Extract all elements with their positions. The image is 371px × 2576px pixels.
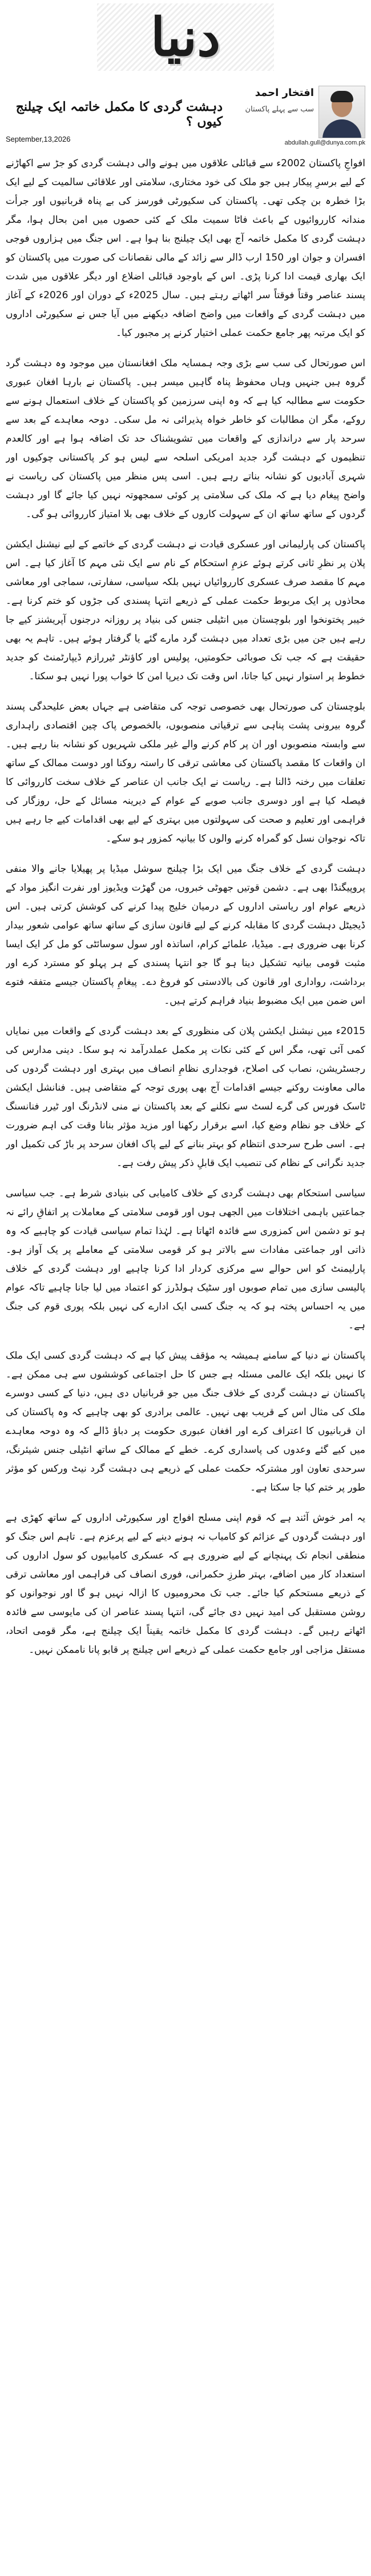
article-paragraph: پاکستان کی پارلیمانی اور عسکری قیادت نے دہشت گردی کے خاتمے کے لیے نیشنل ایکشن پلان پر نظرِ ثانی کرتے ہوئے عزمِ استحکام کے نام سے ایک نئی مہم کا آغاز کیا ہے۔ اس مہم کا مقصد صرف عسکری کارروائیاں نہیں بلکہ سیاسی، سفارتی، سماجی اور معاشی محاذوں پر ایک مربوط حکمت عملی کے ذریعے انتہا پسندی کی جڑوں کو ختم کرنا ہے۔ خیبر پختونخوا اور بلوچستان میں انٹیلی جنس کی بنیاد پر روزانہ درجنوں آپریشنز کیے جا رہے ہیں جن میں بڑی تعداد میں دہشت گرد مارے گئے یا گرفتار ہوئے ہیں۔ تاہم یہ بھی حقیقت ہے کہ جب تک صوبائی حکومتیں، پولیس اور کاؤنٹر ٹیررازم ڈیپارٹمنٹ کو جدید خطوط پر استوار نہیں کیا جاتا، اس وقت تک دیرپا امن کا خواب پورا نہیں ہو سکتا۔ [6, 539, 365, 682]
column-title: دہشت گردی کا مکمل خاتمہ ایک چیلنج کیوں ؟ [15, 99, 223, 129]
article-paragraph: اس صورتحال کی سب سے بڑی وجہ ہمسایہ ملک افغانستان میں موجود وہ دہشت گرد گروہ ہیں جنہیں وہاں محفوظ پناہ گاہیں میسر ہیں۔ پاکستان نے بارہا افغان عبوری حکومت سے مطالبہ کیا ہے کہ وہ اپنی سرزمین کو پاکستان کے خلاف استعمال ہونے سے روکے، مگر ان مطالبات کو خاطر خواہ پذیرائی نہ مل سکی۔ دوحہ معاہدے کے بعد سے سرحد پار سے دراندازی کے واقعات میں تشویشناک حد تک اضافہ ہوا ہے اور کالعدم تنظیموں کے دہشت گرد جدید امریکی اسلحہ سے لیس ہو کر پاکستانی چوکیوں اور شہری آبادیوں کو نشانہ بناتے رہے ہیں۔ اسی پس منظر میں پاکستان کی ریاست نے واضح پیغام دیا ہے کہ ملک کی سلامتی پر کوئی سمجھوتہ نہیں کیا جائے گا اور دہشت گردوں کے ساتھ ساتھ ان کے سہولت کاروں کے خلاف بھی بلا امتیاز کارروائی ہو گی۔ [6, 358, 365, 520]
newspaper-masthead [97, 3, 274, 71]
writer-name: افتخار احمد [255, 87, 314, 99]
article-paragraph: افواجِ پاکستان 2002ء سے قبائلی علاقوں میں ہونے والی دہشت گردی کو جڑ سے اکھاڑنے کے لیے برسرِ پیکار ہیں جو ملک کی خود مختاری، سلامتی اور علاقائی سالمیت کے لیے ایک بڑا خطرہ بن چکی تھی۔ پاکستان کی سکیورٹی فورسز کی بے پناہ قربانیوں اور جرأت مندانہ کارروائیوں کے باعث فاٹا سمیت ملک کے کئی حصوں میں امن بحال ہوا، مگر دہشت گردی کا مکمل خاتمہ آج بھی ایک چیلنج بنا ہوا ہے۔ اس جنگ میں ہزاروں فوجی افسران و جوان اور 150 ارب ڈالر سے زائد کے مالی نقصانات کی صورت میں پاکستان کو ایک بھاری قیمت ادا کرنا پڑی۔ اس کے باوجود قبائلی اضلاع اور دیگر علاقوں میں شدت پسند عناصر وقتاً فوقتاً سر اٹھاتے رہتے ہیں۔ سال 2025ء کے دوران اور 2026ء کے آغاز میں دہشت گردی کے واقعات میں واضح اضافہ دیکھنے میں آیا جس نے سکیورٹی اداروں کو ایک مرتبہ پھر جامع حکمت عملی اختیار کرنے پر مجبور کیا۔ [6, 158, 365, 339]
article-paragraph: سیاسی استحکام بھی دہشت گردی کے خلاف کامیابی کی بنیادی شرط ہے۔ جب سیاسی جماعتیں باہمی اختلافات میں الجھی ہوں اور قومی سلامتی کے معاملات پر اتفاقِ رائے نہ ہو تو دشمن اس کمزوری سے فائدہ اٹھاتا ہے۔ لہٰذا تمام سیاسی قیادت کو چاہیے کہ وہ ذاتی اور جماعتی مفادات سے بالاتر ہو کر قومی سلامتی کے معاملے پر یک آواز ہو۔ پارلیمنٹ کو اس حوالے سے مرکزی کردار ادا کرنا چاہیے اور دہشت گردی کے خلاف پالیسی سازی میں تمام صوبوں اور سٹیک ہولڈرز کو اعتماد میں لیا جانا چاہیے تاکہ عوام میں یہ احساس پختہ ہو کہ یہ جنگ کسی ایک ادارے کی نہیں بلکہ پوری قوم کی جنگ ہے۔ [6, 1188, 365, 1331]
article-paragraph: دہشت گردی کے خلاف جنگ میں ایک بڑا چیلنج سوشل میڈیا پر پھیلایا جانے والا منفی پروپیگنڈا بھی ہے۔ دشمن قوتیں جھوٹی خبروں، من گھڑت ویڈیوز اور نفرت انگیز مواد کے ذریعے عوام اور ریاستی اداروں کے درمیان خلیج پیدا کرنے کی کوشش کرتی ہیں۔ اس ڈیجیٹل دہشت گردی کا مقابلہ کرنے کے لیے قانون سازی کے ساتھ ساتھ عوامی شعور بیدار کرنا بھی ضروری ہے۔ میڈیا، علمائے کرام، اساتذہ اور سول سوسائٹی کو مل کر ایک ایسا مثبت قومی بیانیہ تشکیل دینا ہو گا جو انتہا پسندی کے ہر پہلو کو مسترد کرے اور برداشت، رواداری اور قانون کی بالادستی کو فروغ دے۔ پیغامِ پاکستان جیسے متفقہ فتوے اس ضمن میں ایک مضبوط بنیاد فراہم کرتے ہیں۔ [6, 863, 365, 1007]
masthead-logo: دنیا [150, 6, 221, 68]
writer-photo [318, 86, 365, 138]
article-paragraph: 2015ء میں نیشنل ایکشن پلان کی منظوری کے بعد دہشت گردی کے واقعات میں نمایاں کمی آئی تھی، مگر اس کے کئی نکات پر مکمل عملدرآمد نہ ہو سکا۔ دینی مدارس کی رجسٹریشن، نصاب کی اصلاح، فوجداری نظامِ انصاف میں بہتری اور دہشت گردوں کی مالی معاونت روکنے جیسے اقدامات آج بھی پوری توجہ کے متقاضی ہیں۔ فنانشل ایکشن ٹاسک فورس کی گرے لسٹ سے نکلنے کے بعد پاکستان نے منی لانڈرنگ اور ٹیرر فنانسنگ کے خلاف جو نظام وضع کیا، اسے برقرار رکھنا اور مزید مؤثر بنانا وقت کی اہم ضرورت ہے۔ اسی طرح سرحدی انتظام کو بہتر بنانے کے لیے پاک افغان سرحد پر باڑ کی تکمیل اور جدید نگرانی کے نظام کی تنصیب ایک قابلِ ذکر پیش رفت ہے۔ [6, 1025, 365, 1169]
article-paragraph: بلوچستان کی صورتحال بھی خصوصی توجہ کی متقاضی ہے جہاں بعض علیحدگی پسند گروہ بیرونی پشت پناہی سے ترقیاتی منصوبوں، بالخصوص پاک چین اقتصادی راہداری سے وابستہ منصوبوں اور ان پر کام کرنے والے غیر ملکی شہریوں کو نشانہ بنا رہے ہیں۔ ان واقعات کا مقصد پاکستان کی معاشی ترقی کا راستہ روکنا اور دوست ممالک کے ساتھ تعلقات میں رخنہ ڈالنا ہے۔ ریاست نے ایک جانب ان عناصر کے خلاف سخت کارروائی کا فیصلہ کیا ہے اور دوسری جانب صوبے کے عوام کے دیرینہ مسائل کے حل، روزگار کی فراہمی اور تعلیم و صحت کی سہولتوں میں بہتری کے لیے بھی اقدامات کیے جا رہے ہیں تاکہ نوجوان نسل کو گمراہ کرنے والوں کا بیانیہ کمزور ہو سکے۔ [6, 701, 365, 844]
writer-photo-hair [330, 91, 353, 102]
writer-email[interactable]: abdullah.gull@dunya.com.pk [284, 139, 365, 146]
article-body [6, 154, 365, 2568]
article-paragraph: پاکستان نے دنیا کے سامنے ہمیشہ یہ مؤقف پیش کیا ہے کہ دہشت گردی کسی ایک ملک کا نہیں بلکہ ایک عالمی مسئلہ ہے جس کا حل اجتماعی کوششوں سے ہی ممکن ہے۔ پاکستان نے دہشت گردی کے خلاف جنگ میں جو قربانیاں دی ہیں، دنیا کے کسی دوسرے ملک کی مثال اس کے قریب بھی نہیں۔ عالمی برادری کو بھی چاہیے کہ وہ پاکستان کی ان قربانیوں کا اعتراف کرے اور افغان عبوری حکومت پر دباؤ ڈالے کہ وہ دوحہ معاہدے میں کیے گئے وعدوں کی پاسداری کرے۔ خطے کے ممالک کے ساتھ انٹیلی جنس شیئرنگ، سرحدی تعاون اور مشترکہ حکمت عملی کے ذریعے ہی دہشت گرد نیٹ ورکس کو مؤثر طور پر ختم کیا جا سکتا ہے۔ [6, 1350, 365, 1493]
article-paragraph: یہ امر خوش آئند ہے کہ قوم اپنی مسلح افواج اور سکیورٹی اداروں کے ساتھ کھڑی ہے اور دہشت گردوں کے عزائم کو کامیاب نہ ہونے دینے کے لیے پرعزم ہے۔ تاہم اس جنگ کو منطقی انجام تک پہنچانے کے لیے ضروری ہے کہ عسکری کامیابیوں کو سول اداروں کی استعداد کار میں اضافے، بہتر طرزِ حکمرانی، فوری انصاف کی فراہمی اور معاشی ترقی کے ذریعے مستحکم کیا جائے۔ جب تک محرومیوں کا ازالہ نہیں ہو گا اور نوجوانوں کو روشن مستقبل کی امید نہیں دی جائے گی، انتہا پسند عناصر ان کی مایوسی سے فائدہ اٹھاتے رہیں گے۔ دہشت گردی کا مکمل خاتمہ یقیناً ایک چیلنج ہے، مگر قومی اتحاد، مستقل مزاجی اور جامع حکمت عملی کے ذریعے اس چیلنج پر قابو پانا ناممکن نہیں۔ [6, 1512, 365, 1656]
writer-subtitle: سب سے پہلے پاکستان [245, 105, 314, 114]
publish-date: September,13,2026 [6, 135, 71, 143]
column-header [6, 86, 365, 149]
writer-photo-shoulders [322, 119, 361, 138]
